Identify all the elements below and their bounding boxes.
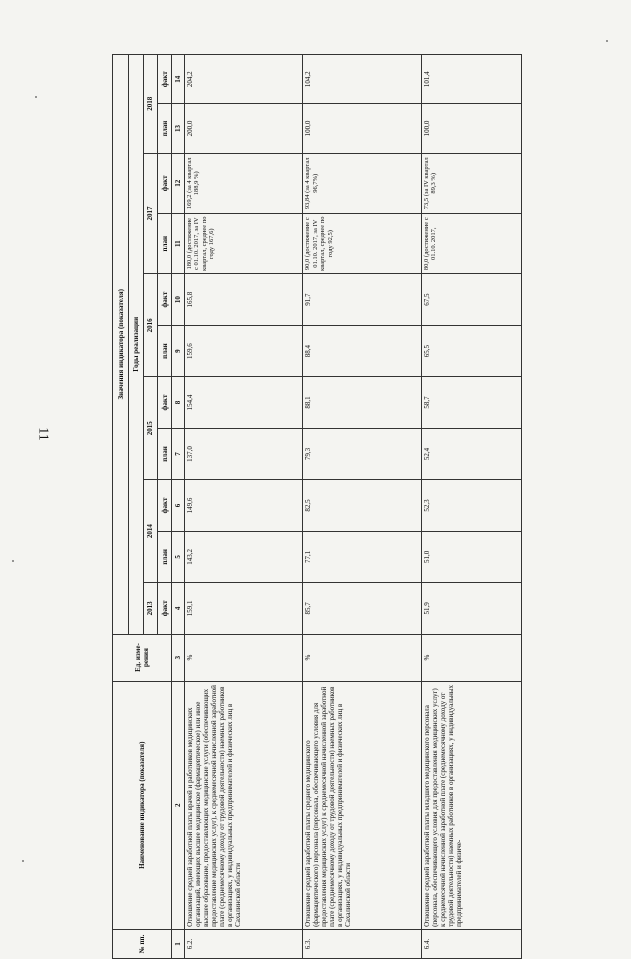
value-cell: 52,4 xyxy=(421,428,521,479)
header-name: Наименование индикатора (показателя) xyxy=(113,681,172,929)
indicator-table xyxy=(112,54,522,959)
header-fact-2017: факт xyxy=(157,153,171,213)
colnum: 8 xyxy=(172,377,184,428)
header-year-2018: 2018 xyxy=(143,55,157,154)
colnum: 10 xyxy=(172,274,184,325)
table-row xyxy=(184,55,303,959)
value-cell: 143,2 xyxy=(184,531,303,582)
scan-speck xyxy=(12,560,14,562)
value-cell: 58,7 xyxy=(421,377,521,428)
indicator-name: Отношение средней заработной платы среднего медицинского (фармацевтического) персонала (персонала, обеспечивающего условия для предоставления медицинских услуг) к среднемесячной начисленной заработной плате (среднемесячному доходу от трудовой деятельности) наемных работников в организациях, у индивидуальных предпринимателей и физических лиц в Сахалинской области xyxy=(303,681,422,929)
header-fact-2018: факт xyxy=(157,55,171,104)
value-cell: 200,0 xyxy=(184,104,303,153)
header-fact-2016: факт xyxy=(157,274,171,325)
value-cell: 51,0 xyxy=(421,531,521,582)
colnum: 14 xyxy=(172,55,184,104)
header-unit: Ед. изме- рения xyxy=(113,634,172,681)
value-cell: 82,5 xyxy=(303,480,422,531)
table-row xyxy=(421,55,521,959)
value-cell: 137,0 xyxy=(184,428,303,479)
colnum: 4 xyxy=(172,583,184,634)
row-number: 6.4. xyxy=(421,929,521,958)
value-cell: 169,2 (за 4 квартал 188,9 %) xyxy=(184,153,303,213)
header-year-2014: 2014 xyxy=(143,480,157,583)
column-number-row xyxy=(172,55,184,959)
indicator-name: Отношение средней заработной платы младшего медицинского персонала (персонала, обеспечивающего условия для предоставления медицинских услуг) к среднемесячной начисленной заработной плате (среднемесячному доходу от трудовой деятельности) наемных работников в организациях, у индивидуальных предпринимателей и физиче- xyxy=(421,681,521,929)
table-row xyxy=(303,55,422,959)
value-cell: 51,9 xyxy=(421,583,521,634)
header-plan-2016: план xyxy=(157,325,171,376)
scan-speck xyxy=(606,40,608,42)
indicator-name: Отношение средней заработной платы врачей и работников медицинских организаций, имеющих высшее медицинское (фармацевтическое) или иное высшее образование, предоставляющих медицинские услуги (обеспечивающих предоставление медицинских услуг), к среднемесячной начисленной заработной плате (среднемесячному доходу от трудовой деятельности) наемных работников в организациях, у индивидуальных предпринимателей и физических лиц в Сахалинской области xyxy=(184,681,303,929)
value-cell: 159,6 xyxy=(184,325,303,376)
header-no: № пп. xyxy=(113,929,172,958)
value-cell: 88,1 xyxy=(303,377,422,428)
indicator-table-sheet xyxy=(112,54,522,959)
value-cell: 91,7 xyxy=(303,274,422,325)
header-year-2013: 2013 xyxy=(143,583,157,634)
colnum: 5 xyxy=(172,531,184,582)
colnum: 7 xyxy=(172,428,184,479)
header-plan-2015: план xyxy=(157,428,171,479)
colnum: 12 xyxy=(172,153,184,213)
value-cell: 165,8 xyxy=(184,274,303,325)
header-plan-2014: план xyxy=(157,531,171,582)
header-values-title: Значения индикатора (показателя) xyxy=(113,55,129,635)
value-cell: 149,6 xyxy=(184,480,303,531)
colnum: 2 xyxy=(172,681,184,929)
header-years-title: Годы реализации xyxy=(129,55,143,635)
header-fact-2013: факт xyxy=(157,583,171,634)
value-cell: 180,0 (достижение с 01.10. 2017, за IV квартал, среднее по году 167,6) xyxy=(184,213,303,273)
colnum: 1 xyxy=(172,929,184,958)
header-plan-2018: план xyxy=(157,104,171,153)
colnum: 9 xyxy=(172,325,184,376)
unit-cell: % xyxy=(184,634,303,681)
header-fact-2014: факт xyxy=(157,480,171,531)
value-cell: 100,0 xyxy=(303,104,422,153)
value-cell: 73,5 (за IV квартал 89,3 %) xyxy=(421,153,521,213)
value-cell: 52,3 xyxy=(421,480,521,531)
header-year-2017: 2017 xyxy=(143,153,157,274)
header-fact-2015: факт xyxy=(157,377,171,428)
value-cell: 101,4 xyxy=(421,55,521,104)
row-number: 6.2. xyxy=(184,929,303,958)
value-cell: 80,0 (достижение с 01.10. 2017, xyxy=(421,213,521,273)
value-cell: 65,5 xyxy=(421,325,521,376)
unit-cell: % xyxy=(421,634,521,681)
value-cell: 154,4 xyxy=(184,377,303,428)
scan-speck xyxy=(35,96,37,98)
colnum: 6 xyxy=(172,480,184,531)
value-cell: 77,1 xyxy=(303,531,422,582)
colnum: 11 xyxy=(172,213,184,273)
value-cell: 88,4 xyxy=(303,325,422,376)
row-number: 6.3. xyxy=(303,929,422,958)
scan-speck xyxy=(22,860,24,862)
value-cell: 85,7 xyxy=(303,583,422,634)
header-year-2015: 2015 xyxy=(143,377,157,480)
value-cell: 100,0 xyxy=(421,104,521,153)
header-year-2016: 2016 xyxy=(143,274,157,377)
value-cell: 204,2 xyxy=(184,55,303,104)
value-cell: 90,0 (достижение с 01.10. 2017, за IV квартал, среднее по году 92,5) xyxy=(303,213,422,273)
value-cell: 67,5 xyxy=(421,274,521,325)
header-plan-2017: план xyxy=(157,213,171,273)
colnum: 3 xyxy=(172,634,184,681)
page-number: 11 xyxy=(35,427,51,441)
value-cell: 159,1 xyxy=(184,583,303,634)
colnum: 13 xyxy=(172,104,184,153)
value-cell: 79,3 xyxy=(303,428,422,479)
value-cell: 93,84 (за 4 квартал 96,7%) xyxy=(303,153,422,213)
value-cell: 104,2 xyxy=(303,55,422,104)
unit-cell: % xyxy=(303,634,422,681)
